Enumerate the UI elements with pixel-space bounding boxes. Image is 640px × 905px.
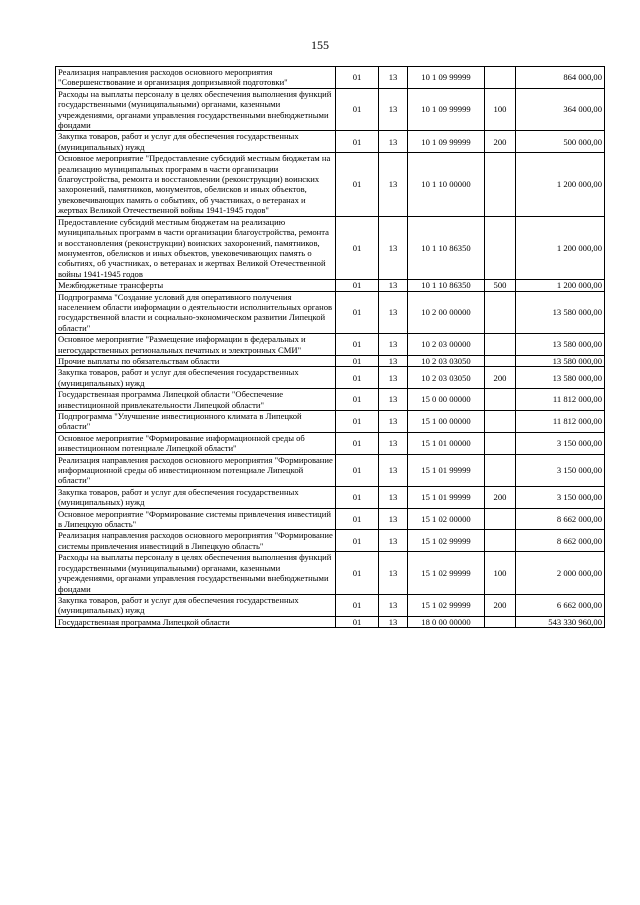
row-name-cell: Закупка товаров, работ и услуг для обеспечения государственных (муниципальных) нужд [56, 486, 336, 508]
row-name-cell: Закупка товаров, работ и услуг для обеспечения государственных (муниципальных) нужд [56, 131, 336, 153]
row-name-cell: Расходы на выплаты персоналу в целях обеспечения выполнения функций государственными (муниципальными) органами, казенными учреждениями, органами управления государственными внебюджетными фондами [56, 552, 336, 595]
row-target-article-cell: 10 1 09 99999 [408, 131, 485, 153]
row-section-cell: 01 [336, 334, 379, 356]
row-amount-cell: 3 150 000,00 [516, 454, 605, 486]
row-subsection-cell: 13 [379, 411, 408, 433]
row-section-cell: 01 [336, 508, 379, 530]
row-expense-type-cell: 500 [485, 280, 516, 291]
row-section-cell: 01 [336, 280, 379, 291]
row-expense-type-cell [485, 411, 516, 433]
row-expense-type-cell [485, 508, 516, 530]
row-name-cell: Реализация направления расходов основного мероприятия "Формирование системы привлечения инвестиций в Липецкую область" [56, 530, 336, 552]
row-section-cell: 01 [336, 355, 379, 366]
row-subsection-cell: 13 [379, 486, 408, 508]
table-row [56, 454, 605, 486]
table-row [56, 486, 605, 508]
row-target-article-cell: 15 1 02 99999 [408, 530, 485, 552]
row-subsection-cell: 13 [379, 530, 408, 552]
table-row [56, 432, 605, 454]
row-name-cell: Основное мероприятие "Предоставление субсидий местным бюджетам на реализацию муниципальных программ в части организации благоустройства, ремонта и восстановлении (реконструкции) воинских захоронений, памятников, монументов, обелисков и иных объектов, увековечивающих память о событиях, об участниках, о ветеранах и жертвах Великой Отечественной войны 1941-1945 годов" [56, 153, 336, 216]
row-target-article-cell: 15 1 02 99999 [408, 552, 485, 595]
table-row [56, 411, 605, 433]
row-target-article-cell: 10 2 03 03050 [408, 367, 485, 389]
row-amount-cell: 864 000,00 [516, 67, 605, 89]
row-expense-type-cell [485, 291, 516, 334]
row-expense-type-cell: 200 [485, 594, 516, 616]
row-subsection-cell: 13 [379, 291, 408, 334]
row-section-cell: 01 [336, 216, 379, 279]
table-row [56, 552, 605, 595]
table-row [56, 530, 605, 552]
row-target-article-cell: 10 1 09 99999 [408, 88, 485, 131]
row-expense-type-cell [485, 216, 516, 279]
row-expense-type-cell [485, 389, 516, 411]
row-expense-type-cell [485, 432, 516, 454]
row-amount-cell: 11 812 000,00 [516, 389, 605, 411]
row-amount-cell: 2 000 000,00 [516, 552, 605, 595]
row-expense-type-cell: 200 [485, 486, 516, 508]
row-name-cell: Реализация направления расходов основного мероприятия "Совершенствование и организация допризывной подготовки" [56, 67, 336, 89]
table-row [56, 508, 605, 530]
row-name-cell: Закупка товаров, работ и услуг для обеспечения государственных (муниципальных) нужд [56, 594, 336, 616]
row-name-cell: Государственная программа Липецкой области [56, 616, 336, 627]
row-section-cell: 01 [336, 131, 379, 153]
budget-table [55, 66, 605, 628]
row-subsection-cell: 13 [379, 552, 408, 595]
row-subsection-cell: 13 [379, 594, 408, 616]
row-target-article-cell: 15 1 02 99999 [408, 594, 485, 616]
row-section-cell: 01 [336, 552, 379, 595]
row-expense-type-cell [485, 334, 516, 356]
row-name-cell: Предоставление субсидий местным бюджетам на реализацию муниципальных программ в части организации благоустройства, ремонта и восстановления (реконструкции) воинских захоронений, памятников, монументов, обелисков и иных объектов, увековечивающих память о событиях, об участниках, о ветеранах и жертвах Великой Отечественной войны 1941-1945 годов [56, 216, 336, 279]
row-section-cell: 01 [336, 88, 379, 131]
row-amount-cell: 8 662 000,00 [516, 530, 605, 552]
table-row [56, 355, 605, 366]
row-name-cell: Межбюджетные трансферты [56, 280, 336, 291]
row-expense-type-cell [485, 616, 516, 627]
row-name-cell: Реализация направления расходов основного мероприятия "Формирование информационной среды об инвестиционном потенциале Липецкой области" [56, 454, 336, 486]
row-expense-type-cell [485, 355, 516, 366]
row-subsection-cell: 13 [379, 334, 408, 356]
row-section-cell: 01 [336, 486, 379, 508]
row-subsection-cell: 13 [379, 88, 408, 131]
row-subsection-cell: 13 [379, 67, 408, 89]
row-name-cell: Закупка товаров, работ и услуг для обеспечения государственных (муниципальных) нужд [56, 367, 336, 389]
table-row [56, 67, 605, 89]
row-target-article-cell: 15 1 01 00000 [408, 432, 485, 454]
row-subsection-cell: 13 [379, 389, 408, 411]
row-target-article-cell: 15 1 00 00000 [408, 411, 485, 433]
row-section-cell: 01 [336, 432, 379, 454]
row-subsection-cell: 13 [379, 280, 408, 291]
row-section-cell: 01 [336, 411, 379, 433]
row-target-article-cell: 15 1 01 99999 [408, 454, 485, 486]
row-expense-type-cell [485, 454, 516, 486]
row-section-cell: 01 [336, 389, 379, 411]
row-amount-cell: 13 580 000,00 [516, 367, 605, 389]
row-name-cell: Подпрограмма "Создание условий для оперативного получения населением области информации о деятельности исполнительных органов государственной власти и социально-экономическом развитии Липецкой области" [56, 291, 336, 334]
row-expense-type-cell: 200 [485, 131, 516, 153]
row-amount-cell: 364 000,00 [516, 88, 605, 131]
row-name-cell: Основное мероприятие "Формирование системы привлечения инвестиций в Липецкую область" [56, 508, 336, 530]
row-subsection-cell: 13 [379, 355, 408, 366]
row-name-cell: Государственная программа Липецкой области "Обеспечение инвестиционной привлекательности Липецкой области" [56, 389, 336, 411]
row-subsection-cell: 13 [379, 153, 408, 216]
row-target-article-cell: 10 1 10 00000 [408, 153, 485, 216]
row-name-cell: Расходы на выплаты персоналу в целях обеспечения выполнения функций государственными (муниципальными) органами, казенными учреждениями, органами управления государственными внебюджетными фондами [56, 88, 336, 131]
row-amount-cell: 13 580 000,00 [516, 355, 605, 366]
row-expense-type-cell [485, 153, 516, 216]
row-amount-cell: 500 000,00 [516, 131, 605, 153]
row-section-cell: 01 [336, 291, 379, 334]
row-amount-cell: 1 200 000,00 [516, 216, 605, 279]
row-section-cell: 01 [336, 67, 379, 89]
row-subsection-cell: 13 [379, 508, 408, 530]
row-amount-cell: 3 150 000,00 [516, 432, 605, 454]
row-amount-cell: 543 330 960,00 [516, 616, 605, 627]
row-subsection-cell: 13 [379, 367, 408, 389]
table-row [56, 216, 605, 279]
row-amount-cell: 3 150 000,00 [516, 486, 605, 508]
row-target-article-cell: 10 1 10 86350 [408, 216, 485, 279]
row-section-cell: 01 [336, 616, 379, 627]
row-name-cell: Прочие выплаты по обязательствам области [56, 355, 336, 366]
row-section-cell: 01 [336, 530, 379, 552]
row-subsection-cell: 13 [379, 131, 408, 153]
table-row [56, 291, 605, 334]
row-section-cell: 01 [336, 153, 379, 216]
row-amount-cell: 11 812 000,00 [516, 411, 605, 433]
row-amount-cell: 6 662 000,00 [516, 594, 605, 616]
row-section-cell: 01 [336, 594, 379, 616]
table-row [56, 88, 605, 131]
row-subsection-cell: 13 [379, 216, 408, 279]
row-expense-type-cell: 100 [485, 552, 516, 595]
table-row [56, 594, 605, 616]
row-amount-cell: 13 580 000,00 [516, 291, 605, 334]
row-target-article-cell: 10 2 03 03050 [408, 355, 485, 366]
row-expense-type-cell [485, 67, 516, 89]
row-target-article-cell: 10 2 03 00000 [408, 334, 485, 356]
table-row [56, 153, 605, 216]
table-row [56, 616, 605, 627]
table-row [56, 280, 605, 291]
budget-table-body [56, 67, 605, 628]
row-target-article-cell: 15 1 02 00000 [408, 508, 485, 530]
row-amount-cell: 13 580 000,00 [516, 334, 605, 356]
row-target-article-cell: 18 0 00 00000 [408, 616, 485, 627]
table-row [56, 334, 605, 356]
row-subsection-cell: 13 [379, 454, 408, 486]
page-number: 155 [311, 38, 329, 52]
row-amount-cell: 1 200 000,00 [516, 280, 605, 291]
row-subsection-cell: 13 [379, 616, 408, 627]
row-expense-type-cell: 100 [485, 88, 516, 131]
row-target-article-cell: 15 0 00 00000 [408, 389, 485, 411]
row-name-cell: Основное мероприятие "Размещение информации в федеральных и негосударственных региональных печатных и электронных СМИ" [56, 334, 336, 356]
row-target-article-cell: 10 1 09 99999 [408, 67, 485, 89]
row-amount-cell: 1 200 000,00 [516, 153, 605, 216]
row-target-article-cell: 15 1 01 99999 [408, 486, 485, 508]
row-amount-cell: 8 662 000,00 [516, 508, 605, 530]
row-subsection-cell: 13 [379, 432, 408, 454]
table-row [56, 389, 605, 411]
row-target-article-cell: 10 2 00 00000 [408, 291, 485, 334]
table-row [56, 367, 605, 389]
row-name-cell: Основное мероприятие "Формирование информационной среды об инвестиционном потенциале Липецкой области" [56, 432, 336, 454]
row-section-cell: 01 [336, 367, 379, 389]
row-name-cell: Подпрограмма "Улучшение инвестиционного климата в Липецкой области" [56, 411, 336, 433]
row-expense-type-cell [485, 530, 516, 552]
row-target-article-cell: 10 1 10 86350 [408, 280, 485, 291]
table-row [56, 131, 605, 153]
row-expense-type-cell: 200 [485, 367, 516, 389]
row-section-cell: 01 [336, 454, 379, 486]
